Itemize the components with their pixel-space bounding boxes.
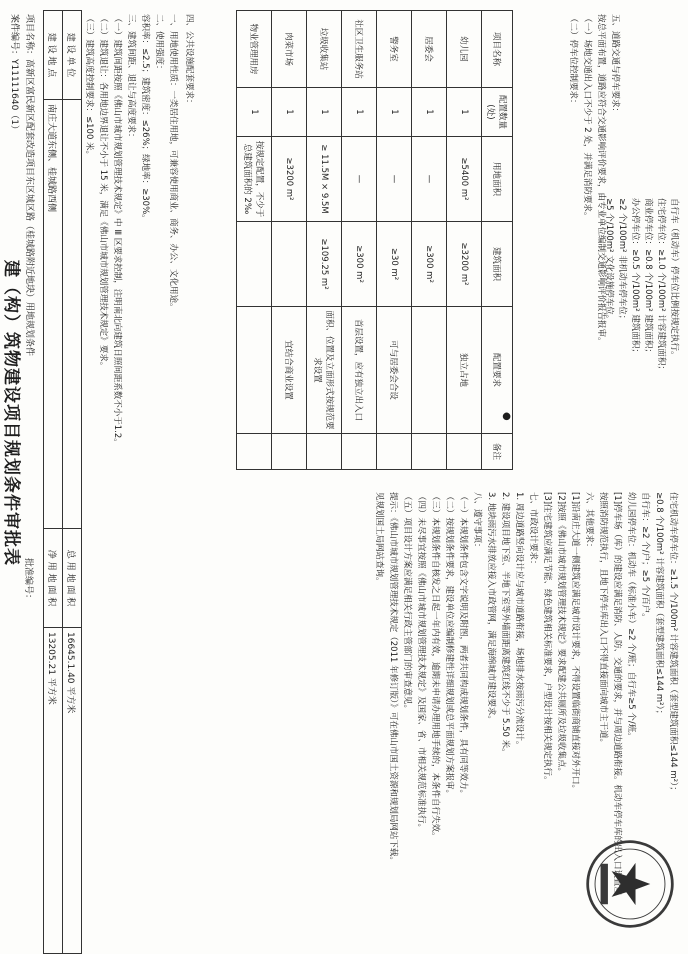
right-line: 七、市政设计要求： (528, 492, 538, 569)
cell-land: ≥ 11.5M × 9.5M (307, 137, 342, 222)
table-row (342, 11, 377, 470)
cell-requirement (412, 307, 447, 434)
col-header-land-area: 用地面积 (482, 137, 513, 222)
col-header-name: 项目名称 (482, 11, 513, 88)
right-line: [1]停车场（库）的建设应满足消防、人防、交通的要求，并与周边道路衔接。机动车停车库的出入口设置应 (612, 492, 622, 896)
parking-formula: 办公停车位：≥0.5 个/100m² 建筑面积； (630, 198, 640, 357)
label-net-land-area: 净 用 地 面 积 (44, 529, 63, 628)
parking-formula-block (602, 198, 680, 374)
table-row (272, 11, 307, 470)
cell-building: ≥109.25 m² (307, 222, 342, 307)
cell-quantity: 1 (447, 88, 482, 137)
cell-name: 物业管理用房 (237, 11, 272, 88)
right-line: 住宅机动车停车位：≥1.5 个/100m² 计容建筑面积（套型建筑面积≤144 m²）； (668, 492, 678, 795)
condition-line: 三、建筑间距、退让与高度要求： (126, 14, 136, 142)
condition-line: （二）建筑退让：各用地边界退让不小于 15 米，满足《佛山市城市规划管理技术规定》要求。 (98, 14, 108, 371)
parking-formula: ≥2 个/100m² 非机动车停车位； (617, 198, 627, 324)
traffic-line: （一）场地交通出入口不少于 2 处，并满足消防要求。 (582, 14, 592, 221)
table-row (237, 11, 272, 470)
right-line: ≥0.8 个/100m² 计容建筑面积（套型建筑面积≤144 m²）； (654, 492, 664, 719)
cell-land: 按规定配置，不少于总建筑面积的 2‰ (237, 137, 272, 222)
cell-building: ≥300 m² (342, 222, 377, 307)
right-line: 自行车：≥2 个/户；≥5 个/百户。 (640, 492, 650, 622)
right-line: 3. 地块雨污水排放应接入市政管网，满足海绵城市建设要求。 (486, 492, 496, 724)
facilities-table (236, 10, 513, 470)
cell-land: ≥5400 m² (447, 137, 482, 222)
document-title: 建（构）筑物建设项目规划条件审批表 (1, 260, 21, 566)
table-row (377, 11, 412, 470)
cell-quantity: 1 (272, 88, 307, 137)
cell-land: — (342, 137, 377, 222)
cell-building (237, 222, 272, 307)
cell-building: ≥30 m² (377, 222, 412, 307)
cell-note (412, 434, 447, 470)
label-construction-unit: 建 设 单 位 (63, 11, 82, 100)
right-line: [1]沿南庄大道一侧建筑应满足城市设计要求，不得设置临街商铺直接对外开口。 (570, 492, 580, 794)
cell-requirement: 可与居委会合设 (377, 307, 412, 434)
header-row-unit (63, 11, 82, 954)
file-number: 案件编号：Y11111640（1） (9, 14, 19, 135)
cell-quantity: 1 (412, 88, 447, 137)
col-header-building-area: 建筑面积 (482, 222, 513, 307)
condition-line: 一、用地使用性质：一类居住用地，可兼容使用商业、商务、办公、文化用途。 (168, 14, 178, 312)
right-line: 1. 周边道路竖向设计应与城市道路衔接，场地排水按雨污分流设计。 (514, 492, 524, 750)
facilities-header-row (482, 11, 513, 470)
facilities-section-title: 四、公共设施配套要求： (184, 14, 194, 108)
right-line: 幼儿园停车位：机动车（标准小车）≥2 个/班；自行车≥5 个/班。 (626, 492, 636, 741)
cell-name: 居委会 (412, 11, 447, 88)
parking-formula: 商业停车位：≥0.8 个/100m² 建筑面积； (643, 198, 653, 357)
cell-name: 肉菜市场 (272, 11, 307, 88)
cell-building: ≥300 m² (412, 222, 447, 307)
cell-note (237, 434, 272, 470)
right-line: （四）未尽事宜按照《佛山市城市规划管理技术规定》及国家、省、市相关规范标准执行。 (416, 492, 426, 833)
right-line: （三）本规划条件自核发之日起一年内有效，逾期未申请办理用地手续的，本条件自行失效。 (430, 492, 440, 841)
cell-name: 社区卫生服务站 (342, 11, 377, 88)
net-land-area-value: 13205.21 平方米 (44, 628, 63, 954)
parking-formula: ≥5 个/100m² 文化设施停车位。 (604, 198, 614, 324)
right-line: 八、遵守事项： (472, 492, 482, 552)
header-table (43, 10, 82, 954)
construction-unit-value (63, 100, 82, 529)
col-header-requirement: 配置要求 (482, 307, 513, 434)
label-total-land-area: 总 用 地 面 积 (63, 529, 82, 628)
label-construction-location: 建 设 地 点 (44, 11, 63, 100)
right-line: [3]住宅建筑应满足节能、绿色建筑相关标准要求，户型设计按相关规定执行。 (542, 492, 552, 785)
cell-building (272, 222, 307, 307)
traffic-line: （二）停车位控制要求： (568, 14, 578, 108)
cell-name: 幼儿园 (447, 11, 482, 88)
right-line: 提示：《佛山市城市规划管理技术规定（2011 年修订版）》可在佛山市国土资源和规划局网站下载。 (388, 492, 398, 865)
right-line: （二）按规划条件要求，建设单位应编制修建性详细规划或总平面规划方案报审。 (444, 492, 454, 799)
cell-note (342, 434, 377, 470)
cell-land: — (412, 137, 447, 222)
right-line: 2. 建设项目地下室、半地下室等外墙面距离建筑红线不少于 5.50 米。 (500, 492, 510, 757)
cell-name: 警务室 (377, 11, 412, 88)
table-row (412, 11, 447, 470)
cell-requirement: 首层设置，应有独立出入口 (342, 307, 377, 434)
cell-note (307, 434, 342, 470)
approval-number-label: 批准编号： (23, 558, 33, 604)
condition-line: 容积率：≤2.5；建筑密度：≤26%；绿地率：≥30%。 (140, 14, 150, 223)
traffic-line: 按总平面布置，道路应符合交通影响评价要求，由专业单位编制交通影响评价报告报审。 (596, 14, 606, 346)
table-row (307, 11, 342, 470)
right-line: 见规划国土局网站查询。 (374, 492, 384, 586)
condition-line: （三）建筑高度控制要求：≤100 米。 (84, 14, 94, 160)
cell-quantity: 1 (377, 88, 412, 137)
right-line: [2]按照《佛山市城市规划管理技术规定》要求配建公共厕所及垃圾收集点。 (556, 492, 566, 777)
cell-land: — (377, 137, 412, 222)
official-seal (584, 838, 676, 930)
cell-quantity: 1 (307, 88, 342, 137)
cell-building: ≥3200 m² (447, 222, 482, 307)
conditions-block (82, 14, 180, 939)
header-row-location (44, 11, 63, 954)
right-line: （一）本规划条件包含文字说明及附图，两者共同构成规划条件，具有同等效力。 (458, 492, 468, 799)
total-land-area-value: 16645.1.40 平方米 (63, 628, 82, 954)
right-line: （五）项目设计方案应满足相关行政主管部门的审查意见。 (402, 492, 412, 714)
parking-note: 自行车（机动车）停车位比例按规定执行。 (669, 198, 679, 360)
cell-quantity: 1 (237, 88, 272, 137)
project-name: 项目名称：高新区富民新区配套改造项目东区城区路（桂城路附近地块）用地规划条件 (24, 14, 34, 357)
cell-note (377, 434, 412, 470)
cell-requirement: 面积、位置及立面形式按规范要求设置 (307, 307, 342, 434)
col-header-note: 备注 (482, 434, 513, 470)
cell-requirement: 独立占地 (447, 307, 482, 434)
col-header-quantity: 配置数量(处) (482, 88, 513, 137)
cell-requirement: 宜结合商业设置 (272, 307, 307, 434)
right-line: 六、其他要求： (584, 492, 594, 552)
parking-formula: 住宅停车位：≥1.0 个/100m² 计容建筑面积； (656, 198, 666, 374)
right-line: 按照消防规范执行，且地下停车库出入口不得直接面向城市主干道。 (598, 492, 608, 748)
traffic-section-title: 五、道路交通与停车要求： (610, 14, 620, 117)
condition-line: 二、使用强度： (154, 14, 164, 74)
cell-note (447, 434, 482, 470)
table-row (447, 11, 482, 470)
cell-note (272, 434, 307, 470)
construction-location-value: 南庄大道东侧、桂城路西侧 (44, 100, 63, 529)
cell-quantity: 1 (342, 88, 377, 137)
cell-name: 垃圾收集站 (307, 11, 342, 88)
cell-land: ≥3200 m² (272, 137, 307, 222)
condition-line: （一）建筑间距按照《佛山市城市规划管理技术规定》中 Ⅲ 区要求控制，注明南北向建筑日照间距系数不小于1.2。 (112, 14, 122, 447)
cell-requirement (237, 307, 272, 434)
marker-dot: ● (501, 412, 512, 421)
